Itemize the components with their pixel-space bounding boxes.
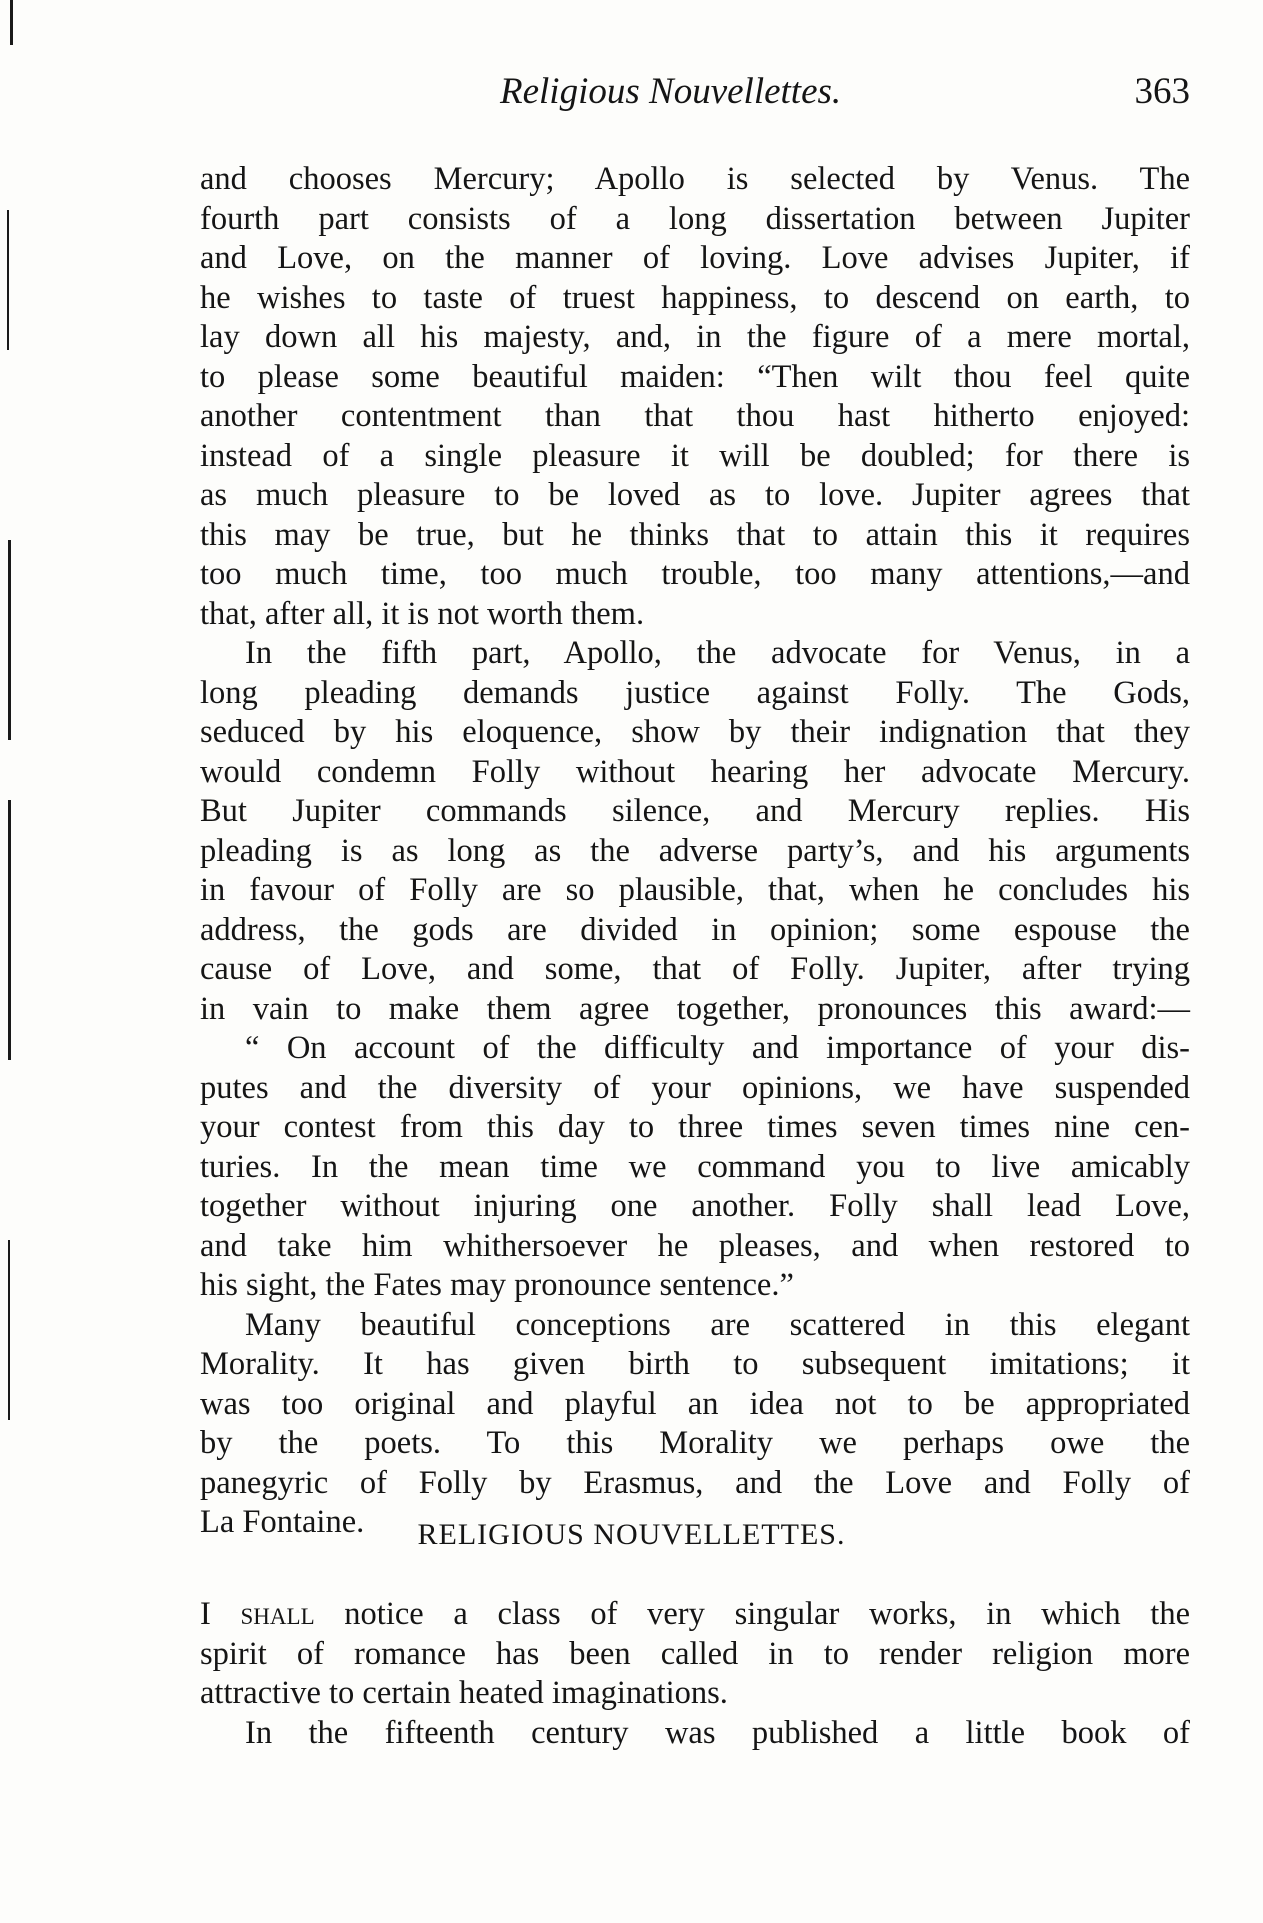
text-line: and chooses Mercury; Apollo is selected by Venus. The — [200, 161, 1190, 197]
text-line: cause of Love, and some, that of Folly. Jupiter, after trying — [200, 951, 1190, 987]
text-line: instead of a single pleasure it will be doubled; for there is — [200, 437, 1190, 474]
opening-line-rest: notice a class of very singular works, in which the — [314, 1596, 1190, 1632]
text-line: long pleading demands justice against Folly. The Gods, — [200, 674, 1190, 711]
paragraph-2 — [200, 634, 1190, 1029]
page-header — [200, 70, 1190, 120]
text-line: your contest from this day to three times seven times nine cen- — [200, 1109, 1190, 1145]
text-line: that, after all, it is not worth them. — [200, 595, 645, 632]
text-line: Morality. It has given birth to subsequent imitations; it — [200, 1346, 1190, 1382]
text-line: and Love, on the manner of loving. Love advises Jupiter, if — [200, 240, 1190, 276]
text-line: “ On account of the difficulty and importance of your dis- — [245, 1030, 1190, 1066]
text-line — [200, 1595, 1190, 1635]
text-line: In the fifth part, Apollo, the advocate for Venus, in a — [245, 635, 1190, 671]
text-line: attractive to certain heated imaginations. — [200, 1675, 728, 1711]
running-title: Religious Nouvellettes. — [500, 71, 842, 112]
text-line: this may be true, but he thinks that to attain this it requires — [200, 516, 1190, 553]
text-line: was too original and playful an idea not to be appropriated — [200, 1385, 1190, 1422]
text-line: together without injuring one another. Folly shall lead Love, — [200, 1188, 1190, 1224]
text-line: to please some beautiful maiden: “Then wilt thou feel quite — [200, 358, 1190, 395]
opening-words: I shall — [200, 1596, 315, 1632]
text-line: another contentment than that thou hast hitherto enjoyed: — [200, 398, 1190, 434]
text-line: lay down all his majesty, and, in the figure of a mere mortal, — [200, 319, 1190, 355]
text-line: In the fifteenth century was published a little book of — [245, 1714, 1190, 1751]
text-line: in favour of Folly are so plausible, that, when he concludes his — [200, 872, 1190, 908]
text-line: pleading is as long as the adverse party’s, and his arguments — [200, 832, 1190, 869]
paragraph-1 — [200, 160, 1190, 634]
text-line: putes and the diversity of your opinions, we have suspended — [200, 1069, 1190, 1106]
body-text — [200, 160, 1190, 1543]
text-line: in vain to make them agree together, pronounces this award:— — [200, 990, 1190, 1027]
paragraph-3-quotation — [200, 1029, 1190, 1306]
text-line: panegyric of Folly by Erasmus, and the Love and Folly of — [200, 1464, 1190, 1501]
text-line: he wishes to taste of truest happiness, to descend on earth, to — [200, 279, 1190, 316]
text-line: fourth part consists of a long dissertation between Jupiter — [200, 200, 1190, 237]
paragraph-4 — [200, 1306, 1190, 1543]
section-paragraph-1 — [200, 1595, 1190, 1714]
text-line: La Fontaine. — [200, 1504, 365, 1540]
page-number: 363 — [1134, 71, 1190, 112]
text-line: too much time, too much trouble, too many attentions,—and — [200, 556, 1190, 592]
scan-edge-mark — [8, 1240, 10, 1420]
text-line: seduced by his eloquence, show by their indignation that they — [200, 714, 1190, 750]
text-line: and take him whithersoever he pleases, and when restored to — [200, 1227, 1190, 1264]
scan-edge-mark — [8, 540, 11, 740]
section-body — [200, 1595, 1190, 1753]
scan-edge-mark — [8, 800, 11, 1060]
text-line: Many beautiful conceptions are scattered in this elegant — [245, 1306, 1190, 1343]
text-line: address, the gods are divided in opinion; some espouse the — [200, 911, 1190, 948]
text-line: spirit of romance has been called in to render religion more — [200, 1635, 1190, 1672]
text-line: But Jupiter commands silence, and Mercury replies. His — [200, 793, 1190, 829]
scan-edge-mark — [7, 210, 9, 350]
text-line: turies. In the mean time we command you to live amicably — [200, 1148, 1190, 1185]
section-paragraph-2 — [200, 1714, 1190, 1754]
text-line: his sight, the Fates may pronounce sentence.” — [200, 1267, 794, 1303]
text-line: would condemn Folly without hearing her advocate Mercury. — [200, 753, 1190, 790]
text-line: as much pleasure to be loved as to love. Jupiter agrees that — [200, 477, 1190, 513]
section-heading: RELIGIOUS NOUVELLETTES. — [417, 1518, 846, 1551]
text-line: by the poets. To this Morality we perhaps owe the — [200, 1425, 1190, 1461]
scan-edge-mark — [10, 0, 13, 45]
